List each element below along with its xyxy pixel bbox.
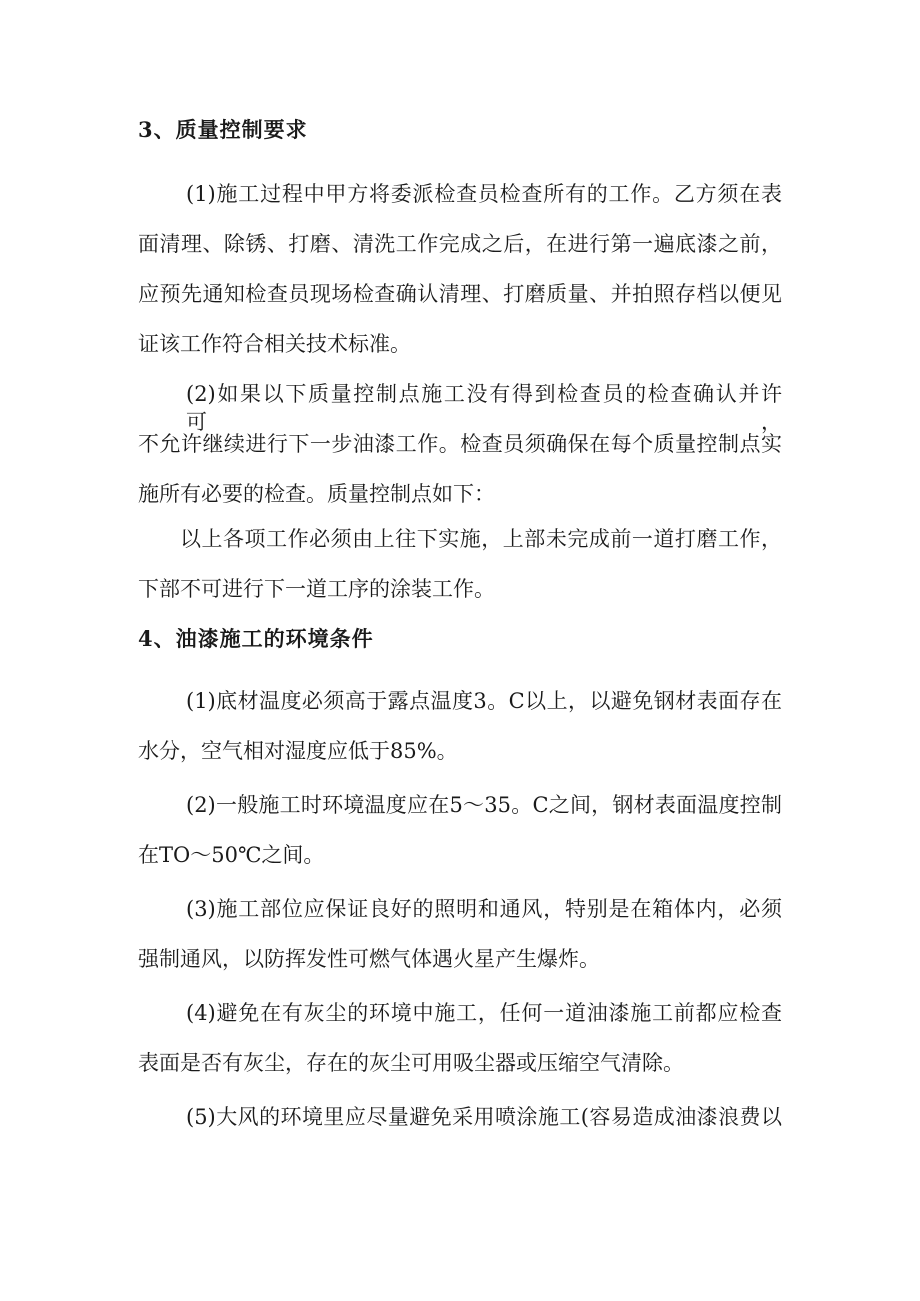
item-4-line-2: 表面是否有灰尘，存在的灰尘可用吸尘器或压缩空气清除。 xyxy=(138,1051,684,1075)
para-3-line-1: 以上各项工作必须由上往下实施，上部未完成前一道打磨工作， xyxy=(180,527,782,551)
item-3-line-2: 强制通风，以防挥发性可燃气体遇火星产生爆炸。 xyxy=(138,947,600,971)
item-5-line-1: (5)大风的环境里应尽量避免采用喷涂施工(容易造成油漆浪费以 xyxy=(186,1105,782,1129)
item-1-line-2: 水分，空气相对湿度应低于85%。 xyxy=(138,739,458,763)
section-4-heading: 4、油漆施工的环境条件 xyxy=(138,626,374,651)
para-1-line-4: 证该工作符合相关技术标准。 xyxy=(138,332,411,356)
item-2-line-2: 在TO〜50℃之间。 xyxy=(138,843,325,867)
para-1-line-3: 应预先通知检查员现场检查确认清理、打磨质量、并拍照存档以便见 xyxy=(138,282,782,306)
para-1-line-1: (1)施工过程中甲方将委派检查员检查所有的工作。乙方须在表 xyxy=(186,182,782,206)
para-1-line-2: 面清理、除锈、打磨、清洗工作完成之后，在进行第一遍底漆之前， xyxy=(138,232,782,256)
para-2-line-2: 不允许继续进行下一步油漆工作。检查员须确保在每个质量控制点实 xyxy=(138,432,782,456)
para-2-line-1: (2)如果以下质量控制点施工没有得到检查员的检查确认并许可， xyxy=(186,382,782,434)
para-3-line-2: 下部不可进行下一道工序的涂装工作。 xyxy=(138,577,495,601)
item-3-line-1: (3)施工部位应保证良好的照明和通风，特别是在箱体内，必须 xyxy=(186,897,782,921)
item-2-line-1: (2)一般施工时环境温度应在5〜35。C之间，钢材表面温度控制 xyxy=(186,793,782,817)
item-1-line-1: (1)底材温度必须高于露点温度3。C以上，以避免钢材表面存在 xyxy=(186,689,782,713)
item-4-line-1: (4)避免在有灰尘的环境中施工，任何一道油漆施工前都应检查 xyxy=(186,1001,782,1025)
para-2-line-3: 施所有必要的检查。质量控制点如下： xyxy=(138,482,495,506)
section-3-heading: 3、质量控制要求 xyxy=(138,117,308,142)
